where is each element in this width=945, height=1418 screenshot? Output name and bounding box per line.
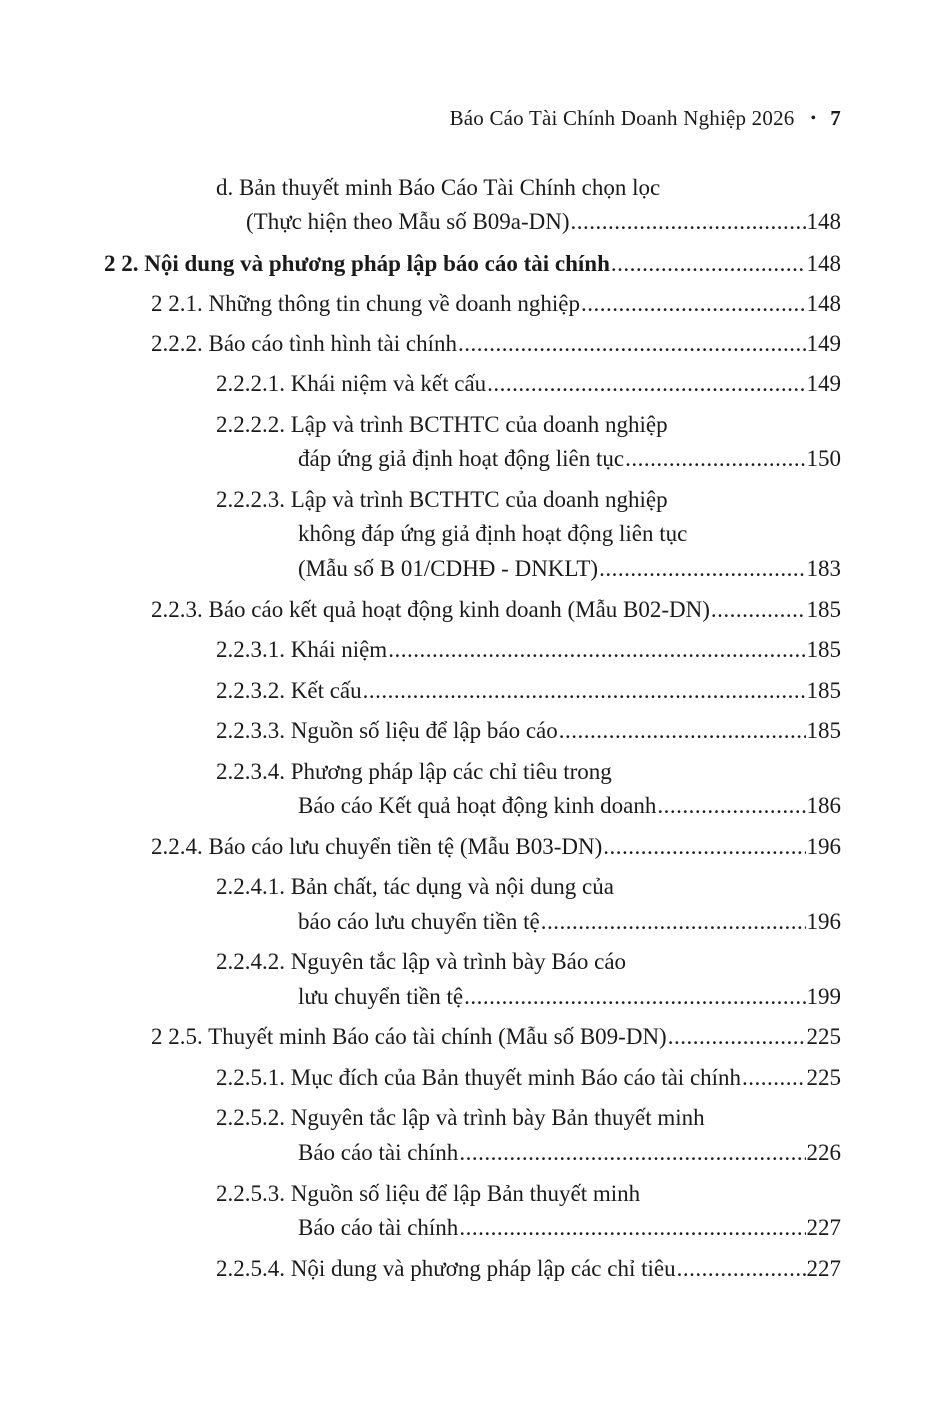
toc-entry-2-2-4-2 <box>298 983 841 1011</box>
toc-entry-2-2-4 <box>151 833 841 861</box>
dot-leader <box>459 1139 805 1167</box>
toc-page-number: 150 <box>806 446 841 471</box>
toc-page-number: 226 <box>806 1140 841 1165</box>
dot-leader <box>388 636 805 664</box>
toc-entry-text: (Mẫu số B 01/CDHĐ - DNKLT) <box>298 556 599 581</box>
toc-entry-text: Báo cáo Kết quả hoạt động kinh doanh <box>298 793 657 818</box>
toc-entry-2-2-2-3-line2: không đáp ứng giả định hoạt động liên tục <box>298 521 688 546</box>
toc-page-number: 148 <box>806 209 841 234</box>
toc-entry-text: 2.2.3.3. Nguồn số liệu để lập báo cáo <box>216 718 558 743</box>
toc-page-number: 185 <box>806 637 841 662</box>
toc-entry-2-2-3-1 <box>216 636 841 664</box>
toc-entry-2-2-5 <box>151 1023 841 1051</box>
toc-page-number: 196 <box>806 909 841 934</box>
toc-page-number: 149 <box>806 371 841 396</box>
toc-entry-2-2-3-4 <box>298 792 841 820</box>
toc-entry-2-2-3-4-line1: 2.2.3.4. Phương pháp lập các chỉ tiêu trong <box>216 759 612 784</box>
dot-leader <box>559 717 806 745</box>
dot-leader <box>458 330 806 358</box>
toc-entry-text: 2.2.3.2. Kết cấu <box>216 678 362 703</box>
toc-entry-2-2-2-2-line1: 2.2.2.2. Lập và trình BCTHTC của doanh nghiệp <box>216 412 668 437</box>
toc-entry-text: Báo cáo tài chính <box>298 1140 459 1165</box>
toc-entry-2-2-4-1 <box>298 908 841 936</box>
toc-entry-text: Báo cáo tài chính <box>298 1215 459 1240</box>
toc-page-number: 149 <box>806 331 841 356</box>
toc-page-number: 227 <box>806 1215 841 1240</box>
dot-leader <box>625 445 805 473</box>
toc-entry-text: 2.2.2. Báo cáo tình hình tài chính <box>151 331 457 356</box>
toc-entry-2-2-2-3-line1: 2.2.2.3. Lập và trình BCTHTC của doanh nghiệp <box>216 487 668 512</box>
dot-leader <box>363 677 806 705</box>
toc-entry-d-line1: d. Bản thuyết minh Báo Cáo Tài Chính chọn lọc <box>216 175 661 200</box>
dot-leader <box>541 908 806 936</box>
toc-page-number: 148 <box>806 251 841 276</box>
toc-entry-text: 2.2.3.1. Khái niệm <box>216 637 388 662</box>
dot-leader <box>668 1023 806 1051</box>
toc-page-number: 185 <box>806 597 841 622</box>
toc-section-2-2 <box>104 250 841 278</box>
toc-entry-2-2-2-3 <box>298 555 841 583</box>
header-title: Báo Cáo Tài Chính Doanh Nghiệp 2026 <box>449 106 795 130</box>
dot-leader <box>611 250 806 278</box>
toc-entry-2-2-3-3 <box>216 717 841 745</box>
toc-entry-2-2-3-2 <box>216 677 841 705</box>
toc-entry-2-2-5-4 <box>216 1255 841 1283</box>
toc-page-number: 148 <box>806 291 841 316</box>
toc-entry-2-2-2-2 <box>298 445 841 473</box>
toc-entry-text: 2 2.5. Thuyết minh Báo cáo tài chính (Mẫu số B09-DN) <box>151 1024 667 1049</box>
page-number: 7 <box>830 106 841 130</box>
toc-entry-text: báo cáo lưu chuyển tiền tệ <box>298 909 540 934</box>
dot-leader <box>657 792 805 820</box>
dot-leader <box>487 370 805 398</box>
toc-entry-text: lưu chuyển tiền tệ <box>298 984 464 1009</box>
dot-leader <box>677 1255 806 1283</box>
toc-entry-2-2-5-3 <box>298 1214 841 1242</box>
toc-page-number: 186 <box>806 793 841 818</box>
toc-entry-text: (Thực hiện theo Mẫu số B09a-DN) <box>246 209 570 234</box>
dot-leader <box>599 555 805 583</box>
toc-entry-2-2-3 <box>151 596 841 624</box>
running-header <box>450 106 841 131</box>
toc-page-number: 225 <box>806 1065 841 1090</box>
toc-page-number: 185 <box>806 718 841 743</box>
toc-page-number: 199 <box>806 984 841 1009</box>
toc-entry-2-2-5-3-line1: 2.2.5.3. Nguồn số liệu để lập Bản thuyết minh <box>216 1181 641 1206</box>
toc-page-number: 225 <box>806 1024 841 1049</box>
toc-page-number: 227 <box>806 1256 841 1281</box>
dot-leader <box>711 596 806 624</box>
dot-leader <box>459 1214 805 1242</box>
toc-entry-2-2-1 <box>151 290 841 318</box>
toc-entry-text: đáp ứng giả định hoạt động liên tục <box>298 446 625 471</box>
toc-page-number: 196 <box>806 834 841 859</box>
toc-entry-2-2-2-1 <box>216 370 841 398</box>
toc-page-number: 183 <box>806 556 841 581</box>
toc-entry-text: 2.2.4. Báo cáo lưu chuyển tiền tệ (Mẫu B03-DN) <box>151 834 603 859</box>
toc-entry-d <box>246 208 841 236</box>
toc-entry-2-2-5-2-line1: 2.2.5.2. Nguyên tắc lập và trình bày Bản thuyết minh <box>216 1105 705 1130</box>
dot-leader <box>464 983 805 1011</box>
toc-entry-text: 2 2. Nội dung và phương pháp lập báo cáo tài chính <box>104 251 610 276</box>
toc-entry-2-2-2 <box>151 330 841 358</box>
toc-entry-2-2-5-2 <box>298 1139 841 1167</box>
toc-entry-2-2-4-1-line1: 2.2.4.1. Bản chất, tác dụng và nội dung của <box>216 874 614 899</box>
dot-leader <box>581 290 806 318</box>
toc-entry-text: 2 2.1. Những thông tin chung về doanh nghiệp <box>151 291 580 316</box>
toc-entry-2-2-5-1 <box>216 1064 841 1092</box>
header-bullet: • <box>810 110 817 127</box>
toc-entry-2-2-4-2-line1: 2.2.4.2. Nguyên tắc lập và trình bày Báo cáo <box>216 949 627 974</box>
dot-leader <box>571 208 806 236</box>
toc-page-number: 185 <box>806 678 841 703</box>
toc-entry-text: 2.2.5.4. Nội dung và phương pháp lập các chỉ tiêu <box>216 1256 676 1281</box>
toc-entry-text: 2.2.3. Báo cáo kết quả hoạt động kinh doanh (Mẫu B02-DN) <box>151 597 710 622</box>
toc-entry-text: 2.2.5.1. Mục đích của Bản thuyết minh Báo cáo tài chính <box>216 1065 742 1090</box>
toc-entry-text: 2.2.2.1. Khái niệm và kết cấu <box>216 371 487 396</box>
dot-leader <box>603 833 805 861</box>
dot-leader <box>742 1064 805 1092</box>
